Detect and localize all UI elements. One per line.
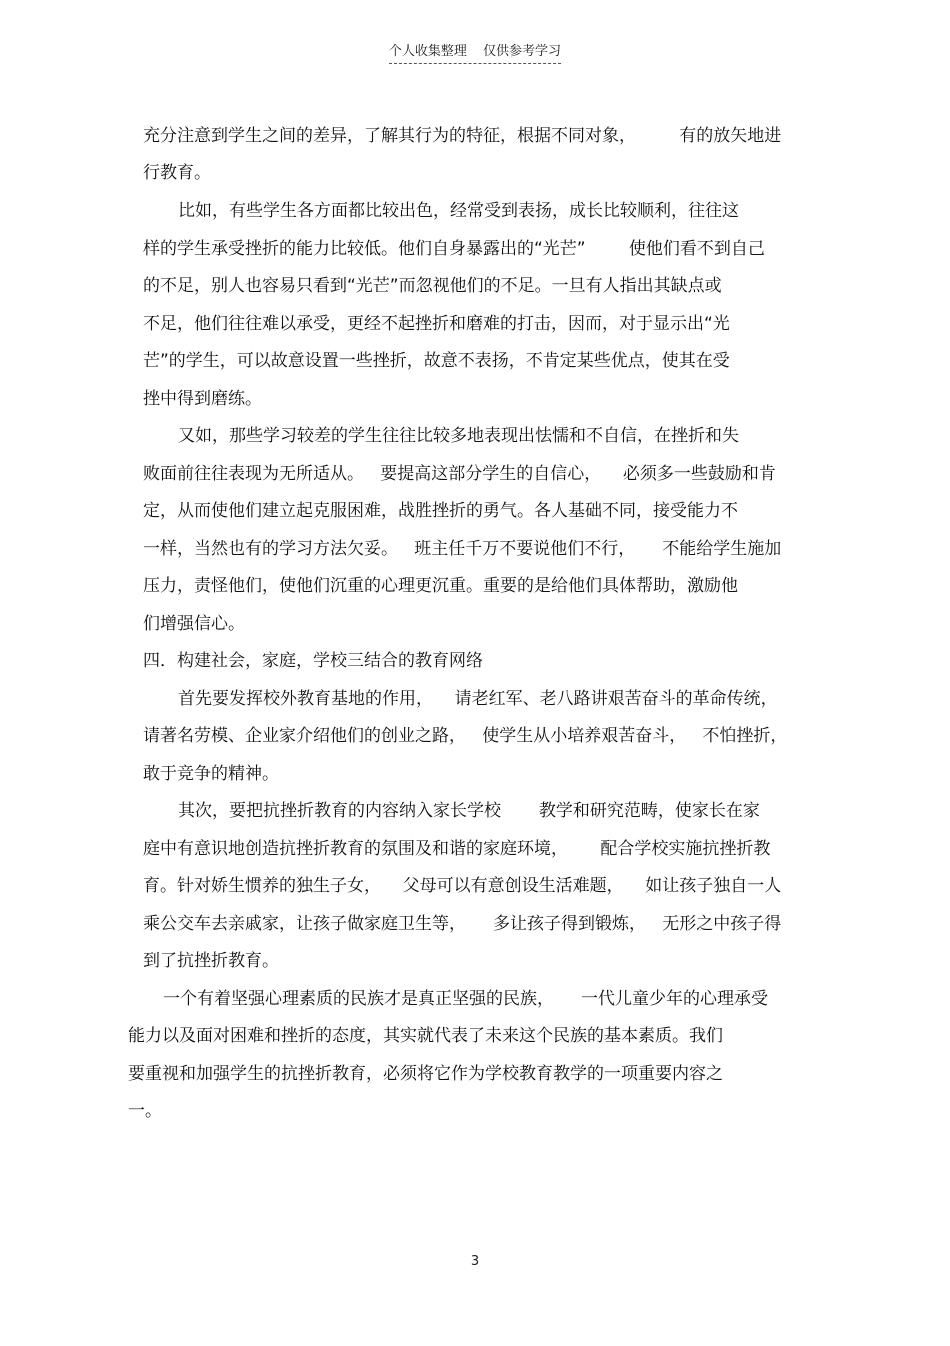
text-line: 行教育。 — [143, 163, 211, 183]
text-line: 敢于竞争的精神。 — [143, 764, 279, 784]
text-line: 不足，他们往往难以承受，更经不起挫折和磨难的打击，因而，对于显示出“光 — [143, 314, 730, 334]
text-line: 又如，那些学习较差的学生往往比较多地表现出怯懦和不自信，在挫折和失 — [178, 426, 739, 446]
text-line: 挫中得到磨练。 — [143, 389, 262, 409]
header-text: 个人收集整理 仅供参考学习 — [389, 40, 561, 64]
text-line: 的不足，别人也容易只看到“光芒”而忽视他们的不足。一旦有人指出其缺点或 — [143, 276, 722, 296]
text-line: 一个有着坚强心理素质的民族才是真正坚强的民族， 一代儿童少年的心理承受 — [163, 989, 769, 1009]
text-line: 其次，要把抗挫折教育的内容纳入家长学校 教学和研究范畴，使家长在家 — [178, 801, 760, 821]
text-line: 乘公交车去亲戚家，让孩子做家庭卫生等， 多让孩子得到锻炼， 无形之中孩子得 — [143, 914, 782, 934]
text-line: 到了抗挫折教育。 — [143, 951, 279, 971]
page-header — [0, 40, 950, 64]
text-line: 们增强信心。 — [143, 614, 245, 634]
text-line: 一样，当然也有的学习方法欠妥。 班主任千万不要说他们不行， 不能给学生施加 — [143, 539, 782, 559]
section-heading: 四．构建社会，家庭，学校三结合的教育网络 — [143, 651, 483, 671]
text-line: 育。针对娇生惯养的独生子女， 父母可以有意创设生活难题， 如让孩子独自一人 — [143, 876, 782, 896]
text-line: 首先要发挥校外教育基地的作用， 请老红军、老八路讲艰苦奋斗的革命传统， — [178, 689, 778, 709]
text-line: 样的学生承受挫折的能力比较低。他们自身暴露出的“光芒” 使他们看不到自己 — [143, 239, 765, 259]
text-line: 比如，有些学生各方面都比较出色，经常受到表扬，成长比较顺利，往往这 — [178, 201, 739, 221]
text-line: 请著名劳模、企业家介绍他们的创业之路， 使学生从小培养艰苦奋斗， 不怕挫折， — [143, 726, 788, 746]
text-line: 充分注意到学生之间的差异，了解其行为的特征，根据不同对象， 有的放矢地进 — [143, 126, 782, 146]
text-line: 芒”的学生，可以故意设置一些挫折，故意不表扬，不肯定某些优点，使其在受 — [143, 351, 730, 371]
text-line: 败面前往往表现为无所适从。 要提高这部分学生的自信心， 必须多一些鼓励和肯 — [143, 464, 776, 484]
text-line: 能力以及面对困难和挫折的态度，其实就代表了未来这个民族的基本素质。我们 — [128, 1026, 723, 1046]
text-line: 一。 — [128, 1101, 162, 1121]
text-line: 要重视和加强学生的抗挫折教育，必须将它作为学校教育教学的一项重要内容之 — [128, 1064, 723, 1084]
text-line: 压力，责怪他们，使他们沉重的心理更沉重。重要的是给他们具体帮助，激励他 — [143, 576, 738, 596]
page-number: 3 — [470, 1254, 480, 1269]
text-line: 定，从而使他们建立起克服困难，战胜挫折的勇气。各人基础不同，接受能力不 — [143, 501, 738, 521]
text-line: 庭中有意识地创造抗挫折教育的氛围及和谐的家庭环境， 配合学校实施抗挫折教 — [143, 839, 771, 859]
